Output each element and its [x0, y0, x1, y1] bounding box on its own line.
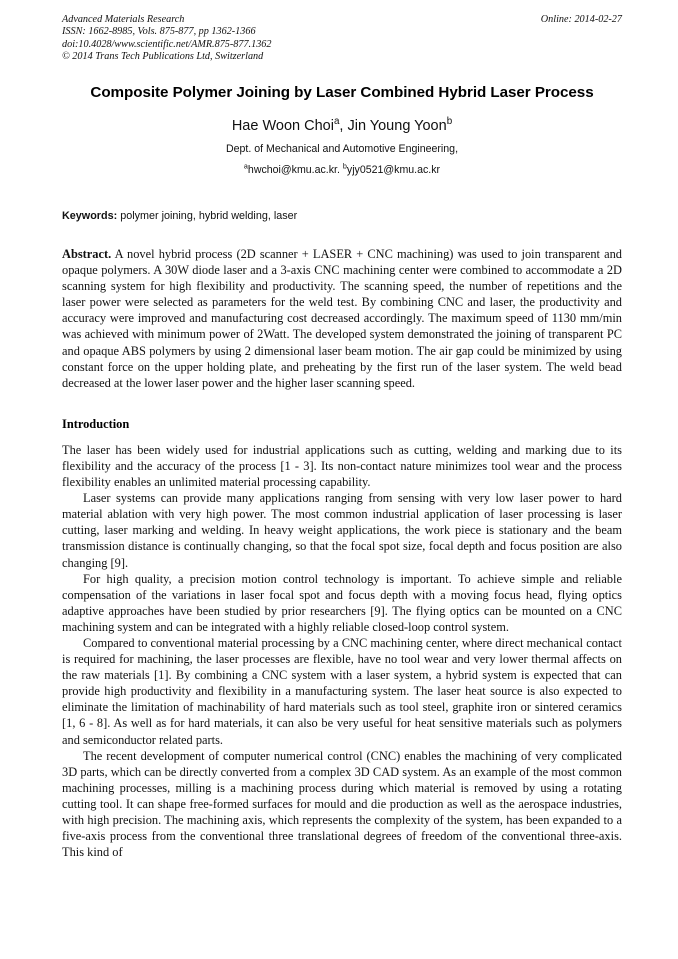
keywords-line: [62, 210, 622, 222]
author-one: Hae Woon Choi: [231, 118, 334, 134]
author-list: [62, 118, 622, 134]
doi-line: doi:10.4028/www.scientific.net/AMR.875-877.1362: [62, 38, 272, 50]
keywords-text: polymer joining, hybrid welding, laser: [117, 210, 298, 222]
intro-paragraph-3: For high quality, a precision motion control technology is important. To achieve simple and reliable compensation of the variations in laser focal spot and focus depth with a moving focus head, flying optics adaptive approaches have been studied by prior researchers [9]. The flying optics can be mounted on a CNC machining system and can be integrated with a highly reliable closed-loop control system.: [62, 571, 622, 634]
journal-header-left: [62, 14, 482, 64]
abstract-paragraph: [62, 246, 622, 391]
page-title: Composite Polymer Joining by Laser Combined Hybrid Laser Process: [90, 84, 594, 101]
intro-paragraph-4: Compared to conventional material processing by a CNC machining center, where direct mechanical contact is required for machining, the laser processes are flexible, have no tool wear and very lower thermal affects on the raw materials [1]. By combining a CNC system with a laser system, a hybrid system is expected that can provide high productivity and flexibility in a manufacturing system. The laser heat source is also expected to eliminate the limitation of machinability of hard materials such as tool steel, graphite iron or sintered ceramics [1, 6 - 8]. As well as for hard materials, it can also be very useful for heat sensitive materials such as polymers and semiconductor related parts.: [62, 635, 622, 747]
intro-paragraph-5: The recent development of computer numerical control (CNC) enables the machining of very complicated 3D parts, which can be directly converted from a complex 3D CAD system. As an example of the most common machining processes, milling is a machining process during which material is removed by using a rotating cutting tool. It can shape free-formed surfaces for mould and die production as well as the aerospace industries, with high precision. The machining axis, which represents the complexity of the system, has been expanded to a five-axis process from the conventional three translational degrees of freedom of the conventional three-axis. This kind of: [62, 748, 622, 860]
copyright-line: © 2014 Trans Tech Publications Ltd, Switzerland: [62, 51, 264, 63]
intro-paragraph-2: Laser systems can provide many applications ranging from sensing with very low laser power to hard material ablation with very high power. The most common industrial application of laser processing is laser cutting, laser marking and welding. In heavy weight applications, the work piece is stationary and the beam transmission distance is continually changing, so that the focal spot size, focal depth and focus position are also changing [9].: [62, 491, 622, 570]
email-two: yjy0521@kmu.ac.kr: [346, 164, 441, 176]
author-two-affiliation-marker: b: [446, 116, 453, 128]
author-emails: [62, 161, 622, 176]
section-heading-introduction: Introduction: [62, 416, 130, 431]
intro-paragraph-1: The laser has been widely used for industrial applications such as cutting, welding and marking due to its flexibility and the accuracy of the process [1 - 3]. Its non-contact nature minimizes tool wear and the process flexibility enables an unlimited material processing capability.: [62, 442, 622, 490]
online-date: Online: 2014-02-27: [540, 14, 622, 25]
journal-header: [62, 14, 622, 70]
author-one-affiliation-marker: a: [333, 116, 340, 128]
author-two: , Jin Young Yoon: [339, 118, 447, 134]
journal-name: Advanced Materials Research: [62, 14, 185, 25]
abstract-text: A novel hybrid process (2D scanner + LASER + CNC machining) was used to join transparent and opaque polymers. A 30W diode laser and a 3-axis CNC machining center were combined to accommodate a 2D scanning system for high flexibility and productivity. The scanning speed, the number of repetitions and the laser power were selected as parameters for the weld test. By combining CNC and laser, the productivity and accuracy were improved and manufacturing cost decreased accordingly. The maximum speed of 1130 mm/min was achieved with minimum power of 2Watt. The developed system demonstrated the joining of transparent PC and opaque ABS polymers by using 2 dimensional laser beam motion. The air gap could be minimized by using constant force on the upper holding plate, and preheating by the first run of the laser system. The weld bead decreased at the lower laser power and the higher laser scanning speed.: [62, 247, 622, 390]
email-one-marker: a: [243, 161, 248, 171]
email-one: hwchoi@kmu.ac.kr.: [247, 164, 340, 176]
issn-line: ISSN: 1662-8985, Vols. 875-877, pp 1362-1366: [62, 26, 256, 38]
affiliation: Dept. of Mechanical and Automotive Engineering,: [225, 143, 459, 155]
abstract-label: Abstract.: [62, 247, 112, 261]
keywords-label: Keywords:: [62, 210, 118, 222]
email-two-marker: b: [342, 161, 347, 171]
page-content: [62, 14, 622, 860]
